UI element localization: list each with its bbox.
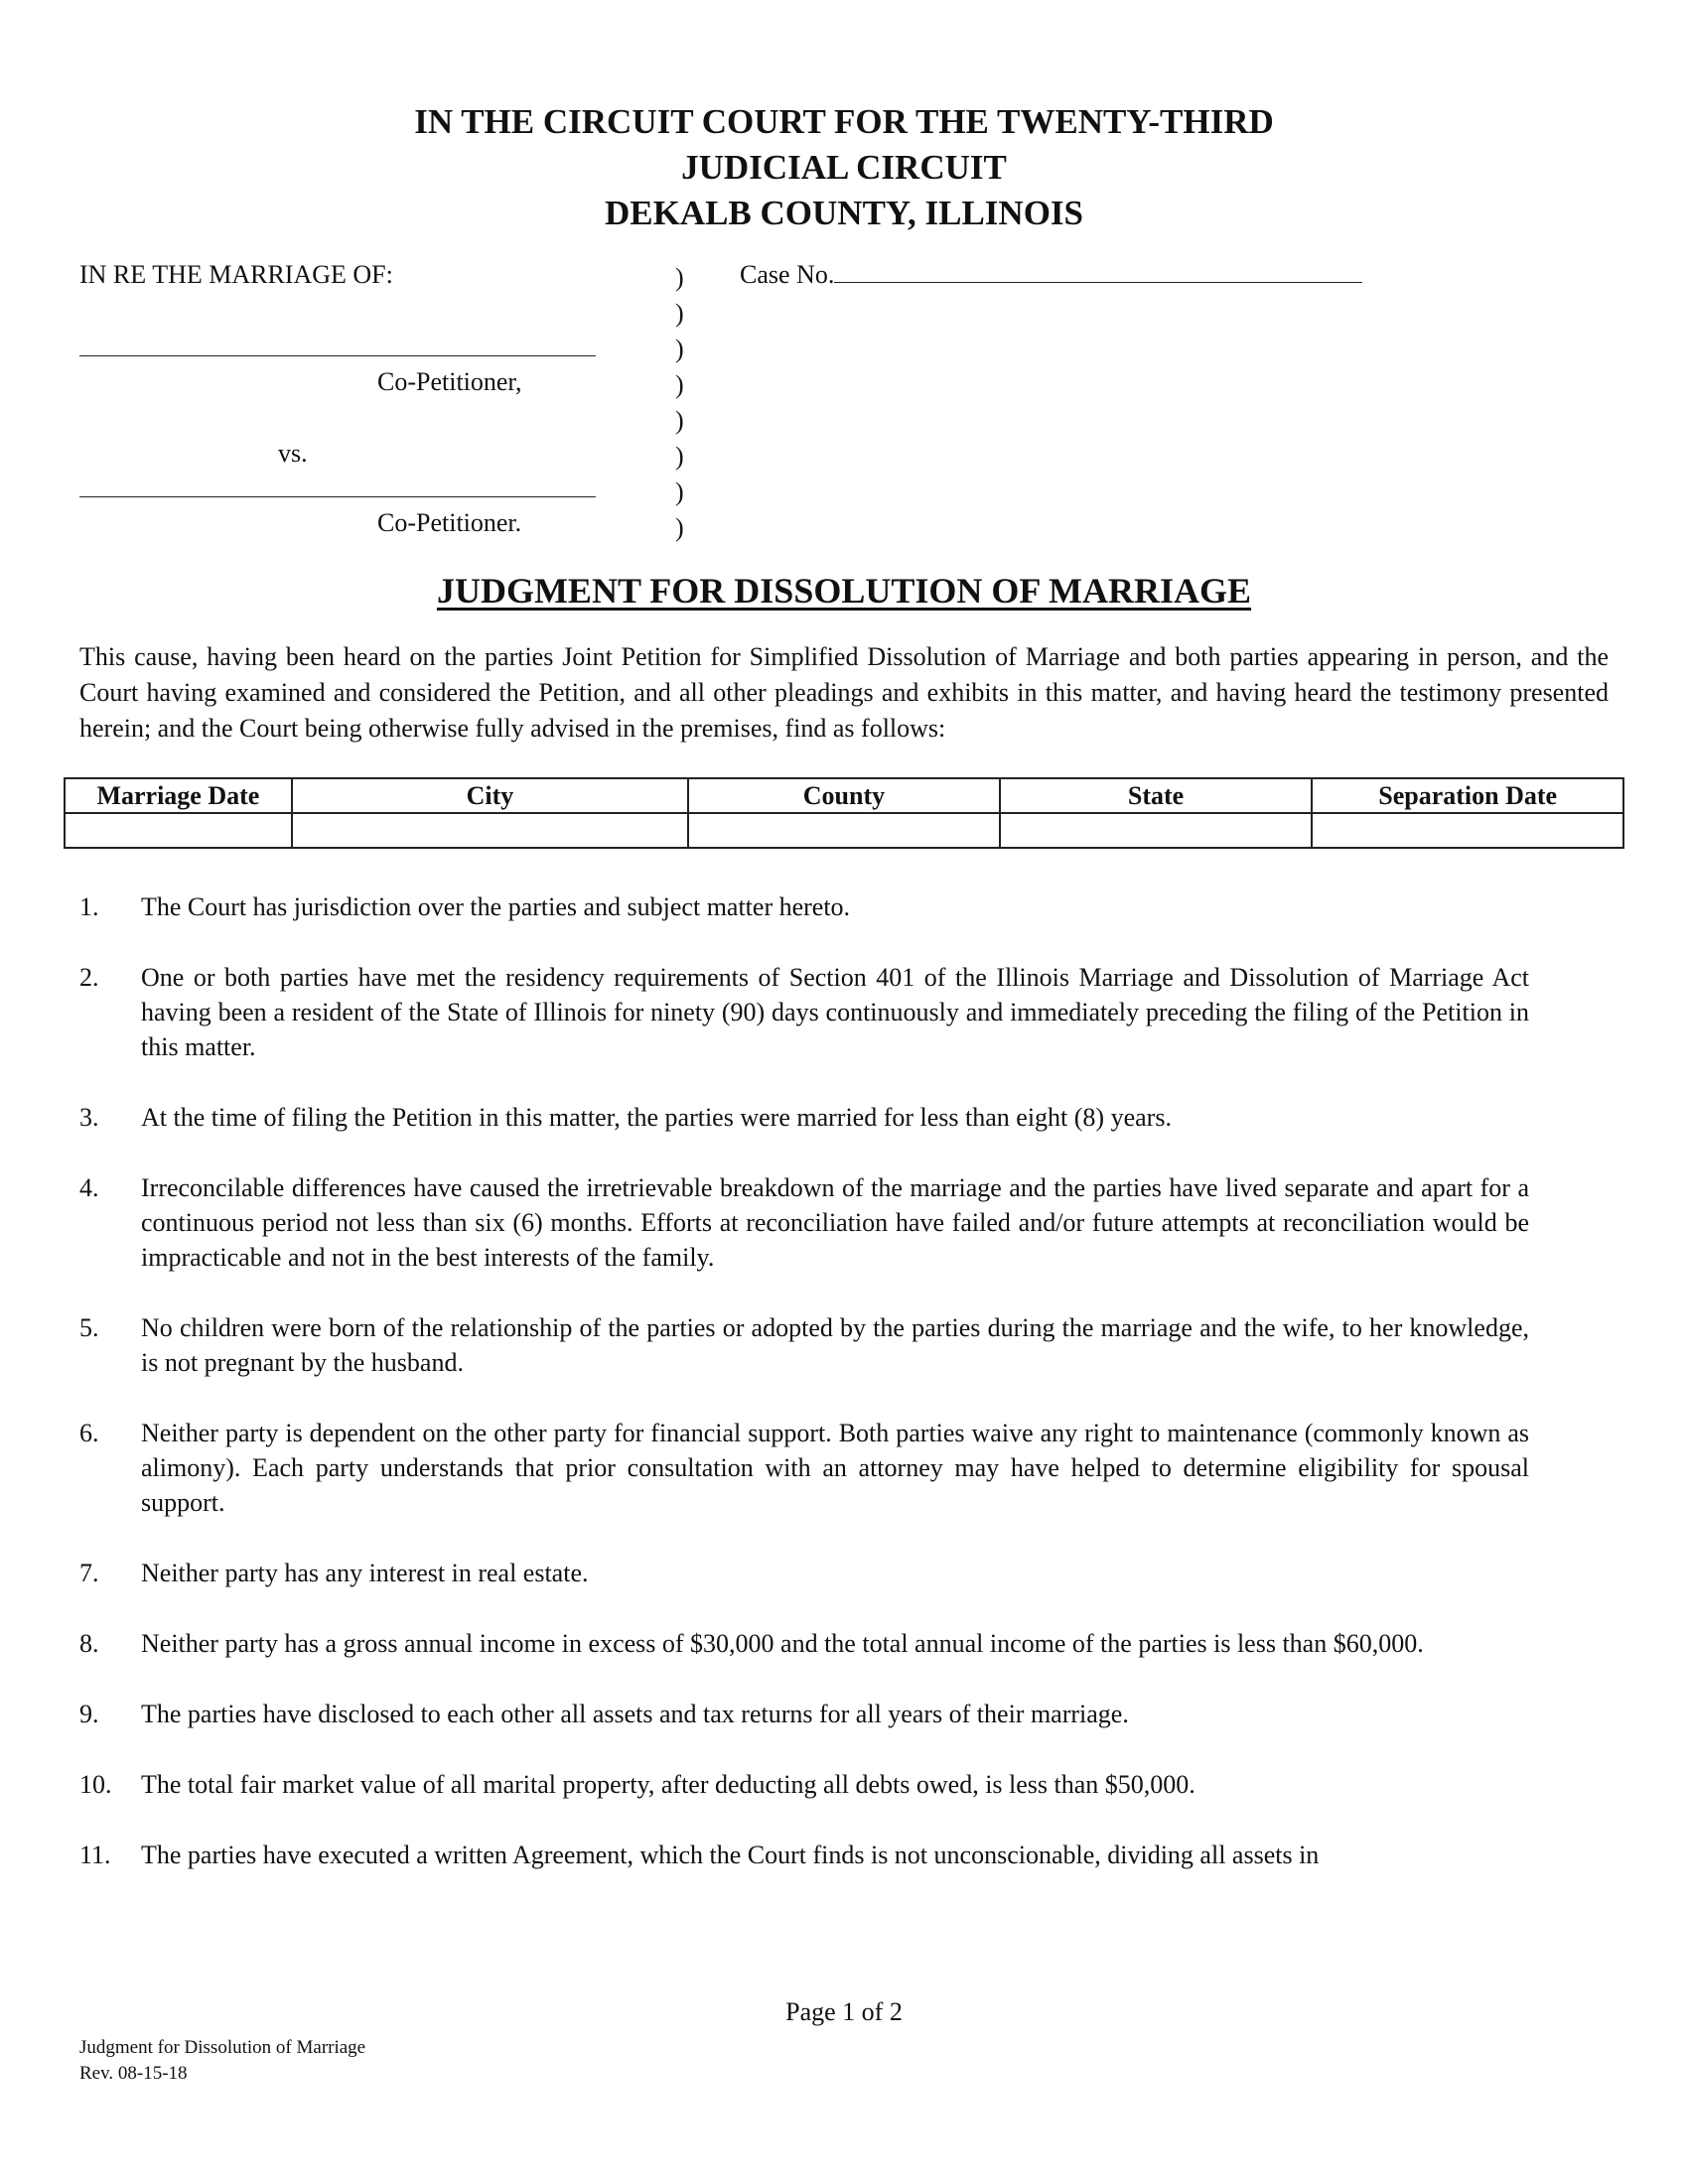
case-number-field[interactable] [834,260,1362,283]
paren: ) [675,478,684,506]
co-petitioner-2-label: Co-Petitioner. [377,508,522,537]
case-number-label: Case No. [740,260,835,289]
form-footer [79,2035,365,2087]
finding-number: 7. [79,1559,99,1587]
finding-number: 1. [79,892,99,921]
finding-item [79,1170,1529,1275]
court-header-line-2: JUDICIAL CIRCUIT [681,148,1007,187]
finding-item [79,960,1529,1064]
finding-item [79,1416,1529,1520]
header-county: County [688,778,1000,813]
caption-parentheses [675,260,684,546]
finding-number: 6. [79,1419,99,1447]
paren: ) [675,442,684,471]
footer-form-name: Judgment for Dissolution of Marriage [79,2037,366,2058]
page-number: Page 1 of 2 [785,1997,903,2026]
finding-text: Irreconcilable differences have caused the irretrievable breakdown of the marriage and the parties have lived separate and apart for a continuous period not less than six (6) months. Efforts at reconciliation have failed and/or future attempts at reconciliation would be impracticable and not in the best interests of the family. [141,1173,1529,1272]
intro-paragraph: This cause, having been heard on the parties Joint Petition for Simplified Dissolution of Marriage and both parties appearing in person, and the Court having examined and considered the Petition, and all other pleadings and exhibits in this matter, and having heard the testimony presented herein; and the Court being otherwise fully advised in the premises, find as follows: [79,642,1609,743]
finding-number: 10. [79,1770,112,1799]
finding-number: 2. [79,963,99,992]
court-header-line-3: DEKALB COUNTY, ILLINOIS [604,194,1084,232]
finding-number: 9. [79,1700,99,1728]
finding-text: No children were born of the relationship of the parties or adopted by the parties during the marriage and the wife, to her knowledge, is not pregnant by the husband. [141,1313,1529,1377]
co-petitioner-1-label: Co-Petitioner, [377,367,522,396]
paren: ) [675,513,684,542]
finding-text: The parties have executed a written Agreement, which the Court finds is not unconscionable, dividing all assets in [141,1841,1320,1869]
case-caption [79,260,1609,548]
court-header-line-1: IN THE CIRCUIT COURT FOR THE TWENTY-THIRD [414,102,1274,141]
footer-revision: Rev. 08-15-18 [79,2063,188,2084]
finding-text: At the time of filing the Petition in this matter, the parties were married for less than eight (8) years. [141,1103,1172,1132]
paren: ) [675,263,684,292]
finding-item [79,1556,1529,1590]
finding-text: The Court has jurisdiction over the parties and subject matter hereto. [141,892,851,921]
header-marriage-date: Marriage Date [65,778,292,813]
finding-number: 11. [79,1841,111,1869]
finding-text: Neither party is dependent on the other party for financial support. Both parties waive any right to maintenance (commonly known as alimony). Each party understands that prior consultation with an attorney may have helped to determine eligibility for spousal support. [141,1419,1529,1517]
county-cell[interactable] [688,813,1000,848]
paren: ) [675,406,684,435]
finding-item [79,1310,1529,1380]
finding-text: One or both parties have met the residency requirements of Section 401 of the Illinois Marriage and Dissolution of Marriage Act having been a resident of the State of Illinois for ninety (90) days continuously and immediately preceding the filing of the Petition in this matter. [141,963,1529,1061]
header-city: City [292,778,688,813]
judgment-title: JUDGMENT FOR DISSOLUTION OF MARRIAGE [436,571,1252,611]
finding-item [79,1100,1529,1135]
co-petitioner-1-name-field[interactable] [79,355,596,356]
finding-number: 5. [79,1313,99,1342]
paren: ) [675,299,684,328]
finding-text: Neither party has a gross annual income in excess of $30,000 and the total annual income of the parties is less than $60,000. [141,1629,1424,1658]
separation-date-cell[interactable] [1312,813,1623,848]
header-separation-date: Separation Date [1312,778,1623,813]
finding-text: The parties have disclosed to each other all assets and tax returns for all years of their marriage. [141,1700,1129,1728]
findings-list [79,889,1529,1908]
finding-number: 8. [79,1629,99,1658]
in-re-label: IN RE THE MARRIAGE OF: [79,260,393,289]
table-header-row [65,778,1623,813]
vs-label: vs. [278,439,308,468]
paren: ) [675,335,684,363]
marriage-facts-table [64,777,1624,849]
finding-item [79,1626,1529,1661]
finding-text: The total fair market value of all marital property, after deducting all debts owed, is less than $50,000. [141,1770,1196,1799]
finding-text: Neither party has any interest in real estate. [141,1559,589,1587]
paren: ) [675,370,684,399]
finding-number: 4. [79,1173,99,1202]
header-state: State [1000,778,1313,813]
finding-item [79,1697,1529,1731]
co-petitioner-2-name-field[interactable] [79,496,596,497]
case-number [740,260,1362,290]
finding-item [79,889,1529,924]
finding-number: 3. [79,1103,99,1132]
court-header [0,99,1688,236]
table-row [65,813,1623,848]
marriage-date-cell[interactable] [65,813,292,848]
state-cell[interactable] [1000,813,1313,848]
finding-item [79,1838,1529,1872]
city-cell[interactable] [292,813,688,848]
finding-item [79,1767,1529,1802]
